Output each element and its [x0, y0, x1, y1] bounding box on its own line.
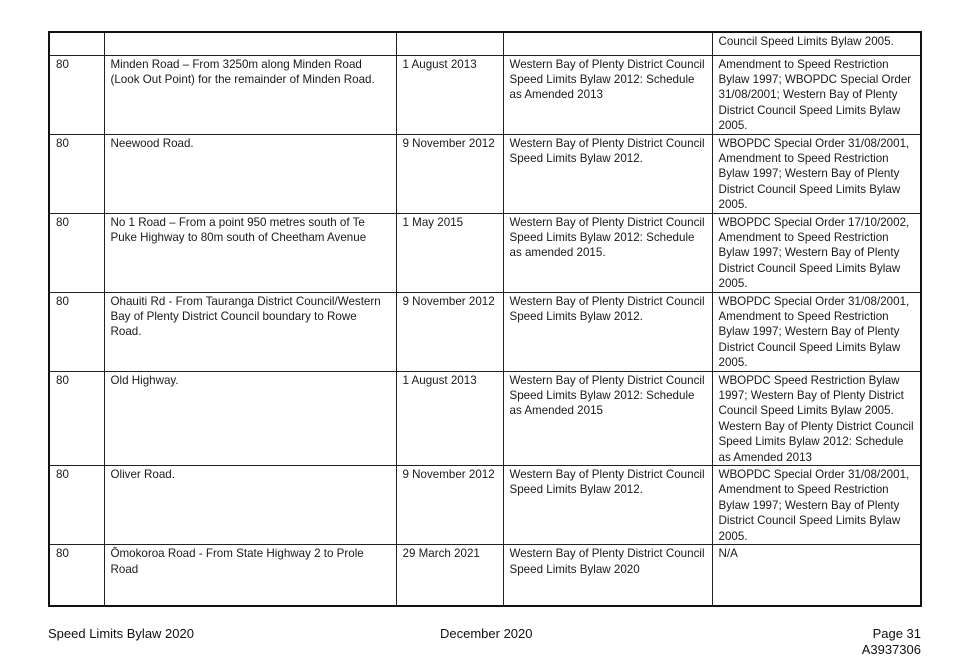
speed-limit-cell	[49, 213, 104, 292]
bylaw-reference-text: Western Bay of Plenty District Council Speed Limits Bylaw 2012: Schedule as Amended 2015	[509, 373, 705, 418]
effective-date-cell	[396, 466, 503, 545]
table-body	[49, 32, 921, 606]
effective-date-cell	[396, 32, 503, 55]
bylaw-reference-text: Western Bay of Plenty District Council Speed Limits Bylaw 2020	[509, 547, 705, 576]
previous-bylaw-text: WBOPDC Special Order 31/08/2001, Amendment to Speed Restriction Bylaw 1997; Western Bay of Plenty District Council Speed Limits Bylaw 2005.	[718, 136, 910, 212]
speed-limit-cell	[49, 134, 104, 213]
speed-limit-cell	[49, 545, 104, 606]
road-description-text: Oliver Road.	[110, 468, 175, 482]
effective-date-cell	[396, 55, 503, 134]
speed-limit-cell	[49, 292, 104, 371]
effective-date-cell	[396, 292, 503, 371]
table-row	[49, 32, 921, 55]
bylaw-reference-text: Western Bay of Plenty District Council Speed Limits Bylaw 2012: Schedule as amended 2015.	[509, 215, 705, 260]
road-description-text: Neewood Road.	[110, 136, 194, 150]
footer-date: December 2020	[440, 626, 533, 641]
effective-date-cell	[396, 371, 503, 465]
speed-limit-cell	[49, 466, 104, 545]
bylaw-reference-cell	[503, 466, 712, 545]
effective-date-cell	[396, 134, 503, 213]
road-description-text: Ohauiti Rd - From Tauranga District Council/Western Bay of Plenty District Council boundary to Rowe Road.	[110, 294, 381, 339]
bylaw-reference-cell	[503, 32, 712, 55]
previous-bylaw-text: Amendment to Speed Restriction Bylaw 1997; WBOPDC Special Order 31/08/2001; Western Bay of Plenty District Council Speed Limits Bylaw 2005.	[718, 57, 912, 133]
speed-limit-text: 80	[56, 373, 69, 387]
effective-date-text: 9 November 2012	[402, 136, 495, 150]
speed-limit-text: 80	[56, 57, 69, 71]
effective-date-text: 1 August 2013	[402, 373, 477, 387]
speed-limits-table	[48, 31, 922, 607]
table-row	[49, 466, 921, 545]
footer-document-reference: A3937306	[861, 642, 921, 657]
bylaw-reference-text: Western Bay of Plenty District Council Speed Limits Bylaw 2012: Schedule as Amended 2013	[509, 57, 705, 102]
speed-limit-text: 80	[56, 136, 69, 150]
table-row	[49, 134, 921, 213]
previous-bylaw-cell	[712, 292, 921, 371]
footer-page-info	[862, 626, 921, 658]
previous-bylaw-text: WBOPDC Speed Restriction Bylaw 1997; Western Bay of Plenty District Council Speed Limits Bylaw 2005.	[718, 373, 904, 418]
bylaw-reference-cell	[503, 545, 712, 606]
bylaw-reference-cell	[503, 371, 712, 465]
speed-limit-text: 80	[56, 547, 69, 561]
bylaw-reference-text: Western Bay of Plenty District Council Speed Limits Bylaw 2012.	[509, 294, 705, 323]
road-description-cell	[104, 371, 396, 465]
road-description-text: Minden Road – From 3250m along Minden Road (Look Out Point) for the remainder of Minden Road.	[110, 57, 375, 86]
bylaw-reference-cell	[503, 134, 712, 213]
road-description-cell	[104, 466, 396, 545]
bylaw-reference-cell	[503, 55, 712, 134]
effective-date-text: 9 November 2012	[402, 468, 495, 482]
road-description-text: No 1 Road – From a point 950 metres south of Te Puke Highway to 80m south of Cheetham Avenue	[110, 215, 367, 244]
effective-date-text: 29 March 2021	[402, 547, 480, 561]
speed-limit-cell	[49, 32, 104, 55]
road-description-cell	[104, 292, 396, 371]
effective-date-text: 1 May 2015	[402, 215, 464, 229]
bylaw-reference-cell	[503, 292, 712, 371]
effective-date-text: 9 November 2012	[402, 294, 495, 308]
footer-page-number: Page 31	[872, 626, 921, 641]
road-description-cell	[104, 545, 396, 606]
previous-bylaw-text: WBOPDC Special Order 31/08/2001, Amendment to Speed Restriction Bylaw 1997; Western Bay of Plenty District Council Speed Limits Bylaw 2005.	[718, 468, 910, 543]
road-description-cell	[104, 213, 396, 292]
previous-bylaw-text: Western Bay of Plenty District Council Speed Limits Bylaw 2012: Schedule as Amended 2013	[718, 419, 914, 464]
footer-document-title: Speed Limits Bylaw 2020	[48, 626, 194, 641]
road-description-cell	[104, 32, 396, 55]
previous-bylaw-cell	[712, 213, 921, 292]
previous-bylaw-text: N/A	[718, 547, 738, 561]
road-description-cell	[104, 134, 396, 213]
bylaw-reference-cell	[503, 213, 712, 292]
previous-bylaw-text: Council Speed Limits Bylaw 2005.	[718, 35, 894, 48]
effective-date-cell	[396, 545, 503, 606]
road-description-text: Ōmokoroa Road - From State Highway 2 to Prole Road	[110, 547, 364, 576]
table-row	[49, 292, 921, 371]
previous-bylaw-cell	[712, 466, 921, 545]
bylaw-reference-text: Western Bay of Plenty District Council Speed Limits Bylaw 2012.	[509, 468, 705, 497]
previous-bylaw-text: WBOPDC Special Order 31/08/2001, Amendment to Speed Restriction Bylaw 1997; Western Bay of Plenty District Council Speed Limits Bylaw 2005.	[718, 294, 910, 370]
previous-bylaw-cell	[712, 371, 921, 465]
table-row	[49, 213, 921, 292]
table-row	[49, 55, 921, 134]
previous-bylaw-cell	[712, 545, 921, 606]
table-row	[49, 371, 921, 465]
speed-limit-cell	[49, 371, 104, 465]
previous-bylaw-cell	[712, 32, 921, 55]
speed-limit-text: 80	[56, 215, 69, 229]
effective-date-text: 1 August 2013	[402, 57, 477, 71]
road-description-cell	[104, 55, 396, 134]
road-description-text: Old Highway.	[110, 373, 179, 387]
effective-date-cell	[396, 213, 503, 292]
bylaw-reference-text: Western Bay of Plenty District Council Speed Limits Bylaw 2012.	[509, 136, 705, 165]
speed-limit-text: 80	[56, 294, 69, 308]
table-row	[49, 545, 921, 606]
speed-limit-cell	[49, 55, 104, 134]
previous-bylaw-cell	[712, 55, 921, 134]
speed-limit-text: 80	[56, 468, 69, 482]
previous-bylaw-cell	[712, 134, 921, 213]
previous-bylaw-text: WBOPDC Special Order 17/10/2002, Amendment to Speed Restriction Bylaw 1997; Western Bay of Plenty District Council Speed Limits Bylaw 2005.	[718, 215, 910, 291]
